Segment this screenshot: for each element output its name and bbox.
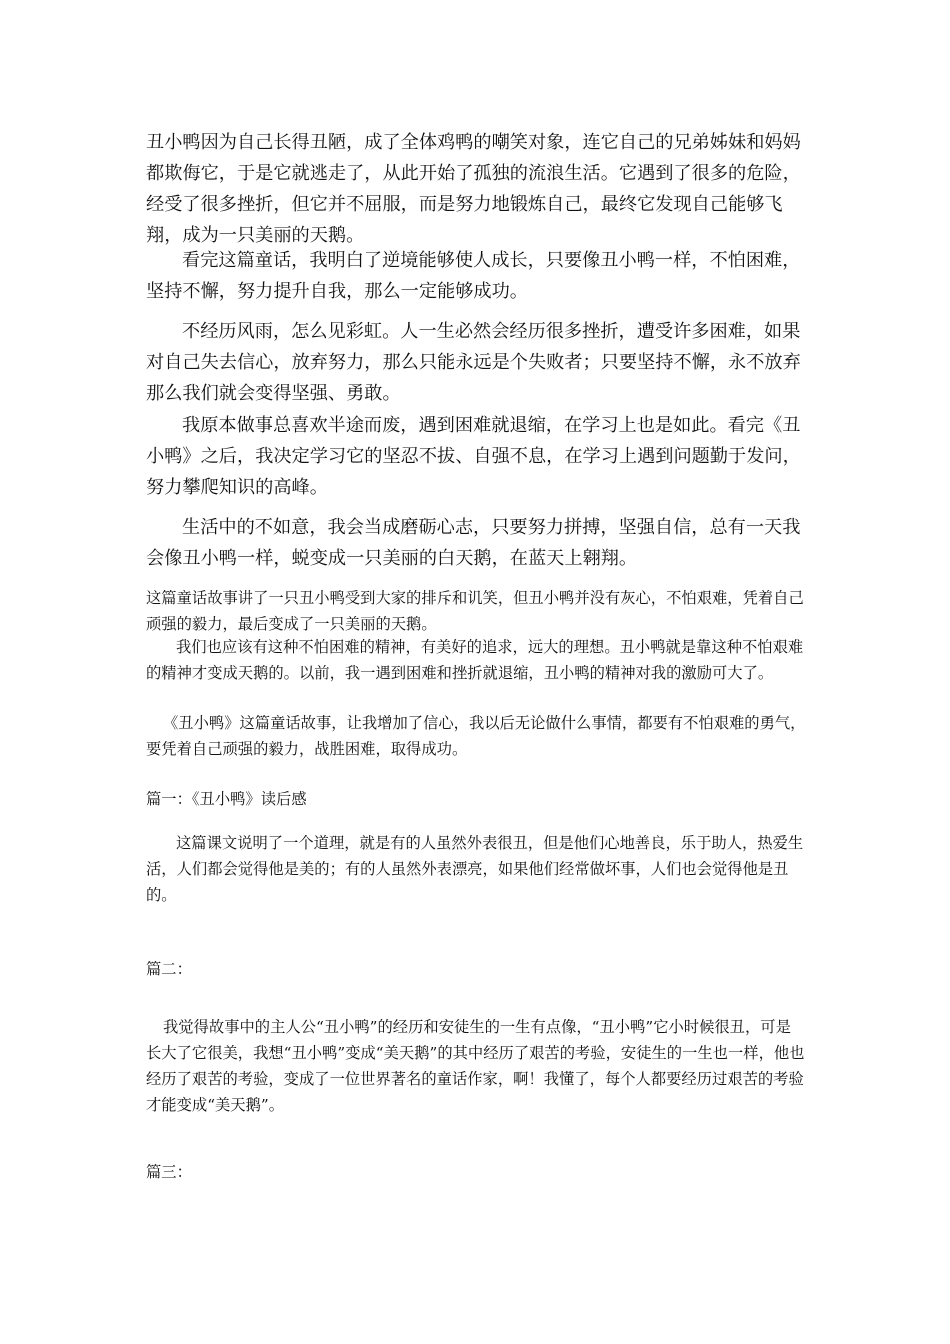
paragraph-2: 看完这篇童话，我明白了逆境能够使人成长，只要像丑小鸭一样，不怕困难，坚持不懈，努力提升自我，那么一定能够成功。 (146, 250, 801, 302)
paragraph-9: 这篇课文说明了一个道理，就是有的人虽然外表很丑，但是他们心地善良，乐于助人，热爱生活，人们都会觉得他是美的；有的人虽然外表漂亮，如果他们经常做坏事，人们也会觉得他是丑的。 (146, 834, 804, 904)
section-heading-1: 篇一：《丑小鸭》读后感 (146, 790, 307, 808)
paragraph-10: 我觉得故事中的主人公“丑小鸭”的经历和安徒生的一生有点像，“丑小鸭”它小时候很丑，可是长大了它很美，我想“丑小鸭”变成“美天鹅”的其中经历了艰苦的考验，安徒生的一生也一样，他也经历了艰苦的考验，变成了一位世界著名的童话作家，啊！我懂了，每个人都要经历过艰苦的考验才能变成“美天鹅”。 (146, 1018, 805, 1114)
paragraph-1: 丑小鸭因为自己长得丑陋，成了全体鸡鸭的嘲笑对象，连它自己的兄弟姊妹和妈妈都欺侮它，于是它就逃走了，从此开始了孤独的流浪生活。它遇到了很多的危险，经受了很多挫折，但它并不屈服，而是努力地锻炼自己，最终它发现自己能够飞翔，成为一只美丽的天鹅。 (146, 132, 801, 246)
section-heading-2: 篇二： (146, 960, 192, 978)
paragraph-7: 我们也应该有这种不怕困难的精神，有美好的追求，远大的理想。丑小鸭就是靠这种不怕艰难的精神才变成天鹅的。以前，我一遇到困难和挫折就退缩，丑小鸭的精神对我的激励可大了。 (146, 638, 804, 682)
paragraph-5: 生活中的不如意，我会当成磨砺心志，只要努力拼搏，坚强自信，总有一天我会像丑小鸭一样，蜕变成一只美丽的白天鹅，在蓝天上翱翔。 (146, 517, 801, 569)
paragraph-6: 这篇童话故事讲了一只丑小鸭受到大家的排斥和讥笑，但丑小鸭并没有灰心，不怕艰难，凭着自己顽强的毅力，最后变成了一只美丽的天鹅。 (146, 589, 804, 633)
paragraph-3: 不经历风雨，怎么见彩虹。人一生必然会经历很多挫折，遭受许多困难，如果对自己失去信心，放弃努力，那么只能永远是个失败者；只要坚持不懈，永不放弃那么我们就会变得坚强、勇敢。 (146, 321, 801, 404)
paragraph-8: 《丑小鸭》这篇童话故事，让我增加了信心，我以后无论做什么事情，都要有不怕艰难的勇气，要凭着自己顽强的毅力，战胜困难，取得成功。 (146, 714, 806, 758)
paragraph-4: 我原本做事总喜欢半途而废，遇到困难就退缩，在学习上也是如此。看完《丑小鸭》之后，我决定学习它的坚忍不拔、自强不息，在学习上遇到问题勤于发问，努力攀爬知识的高峰。 (146, 415, 801, 498)
section-heading-3: 篇三： (146, 1163, 192, 1181)
